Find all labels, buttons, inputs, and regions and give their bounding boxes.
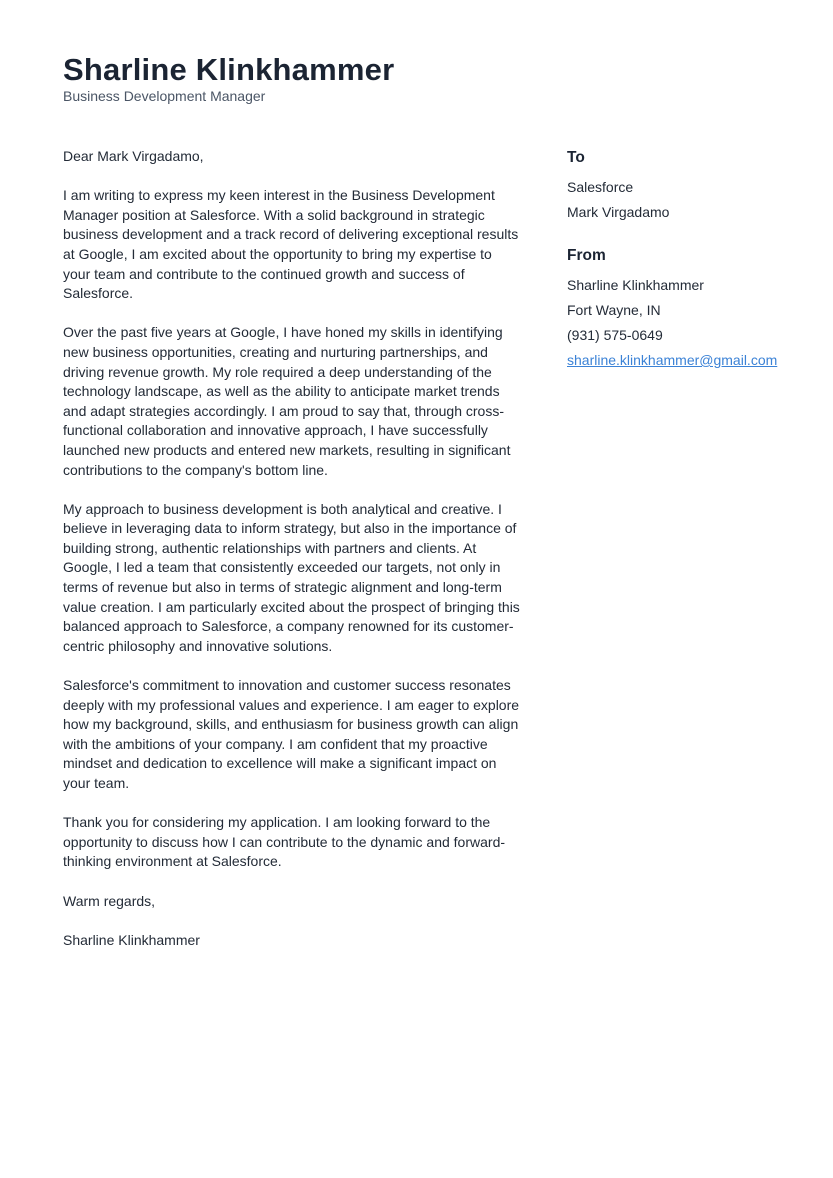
to-heading: To [567, 149, 585, 166]
letter-body [63, 147, 521, 970]
letter-paragraph: My approach to business development is both analytical and creative. I believe in leveraging data to inform strategy, but also in the importance of building strong, authentic relationships with partners and clients. At Google, I led a team that consistently exceeded our targets, not only in terms of revenue but also in terms of strategic alignment and long-term value creation. I am particularly excited about the prospect of bringing this balanced approach to Salesforce, a company renowned for its customer-centric philosophy and innovative solutions. [63, 500, 520, 654]
salutation: Dear Mark Virgadamo, [63, 148, 204, 164]
letter-paragraph: Over the past five years at Google, I have honed my skills in identifying new business opportunities, creating and nurturing partnerships, and driving revenue growth. My role required a deep understanding of the technology landscape, as well as the ability to anticipate market trends and adapt strategies accordingly. I am proud to say that, through cross-functional collaboration and innovative approach, I have successfully launched new products and entered new markets, resulting in significant contributions to the company's bottom line. [63, 324, 511, 478]
recipient-name: Mark Virgadamo [567, 204, 670, 220]
to-section [567, 147, 807, 225]
letter-paragraph: Thank you for considering my application. I am looking forward to the opportunity to discuss how I can contribute to the dynamic and forward-thinking environment at Salesforce. [63, 814, 506, 870]
letter-paragraph: Salesforce's commitment to innovation and customer success resonates deeply with my professional values and experience. I am eager to explore how my background, skills, and enthusiasm for business growth can align with the ambitions of your company. I am confident that my proactive mindset and dedication to excellence will make a significant impact on your team. [63, 677, 520, 791]
letter-paragraph: I am writing to express my keen interest in the Business Development Manager position at Salesforce. With a solid background in strategic business development and a track record of delivering exceptional results at Google, I am excited about the opportunity to bring my expertise to your team and contribute to the continued growth and success of Salesforce. [63, 187, 519, 302]
recipient-company: Salesforce [567, 179, 634, 195]
from-section [567, 245, 807, 373]
sender-name: Sharline Klinkhammer [567, 277, 704, 293]
header [63, 50, 394, 104]
sender-location: Fort Wayne, IN [567, 302, 661, 318]
sidebar [567, 147, 807, 393]
job-title: Business Development Manager [63, 88, 266, 104]
signature: Sharline Klinkhammer [63, 931, 200, 948]
closing: Warm regards, [63, 892, 156, 909]
from-heading: From [567, 247, 606, 264]
sender-phone: (931) 575-0649 [567, 327, 663, 343]
applicant-name: Sharline Klinkhammer [63, 52, 395, 87]
sender-email-link[interactable]: sharline.klinkhammer@gmail.com [567, 352, 778, 368]
sender-email-row [567, 348, 807, 373]
